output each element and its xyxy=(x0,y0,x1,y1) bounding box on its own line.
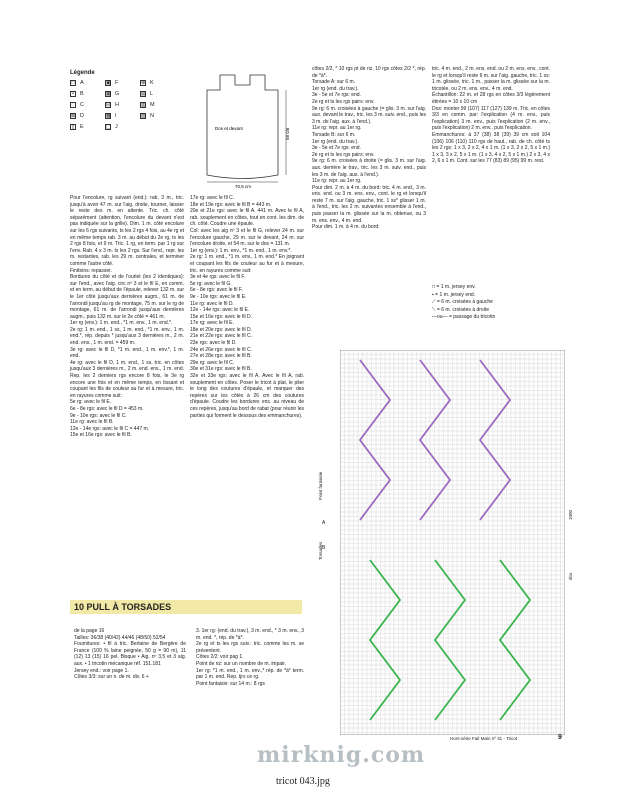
legend-symbol: ⊠ xyxy=(71,113,76,119)
legend-item xyxy=(105,91,119,97)
legend-label: E xyxy=(80,124,84,130)
text-column-2: 17e rg: avec le fil C. 18e et 19e rgs: avec le fil B = 443 m. 20e et 21e rgs: avec le fil A. 441 m. Avec le fil A, rab. souplement en côtes, tout en cont. les dim. de ch. côté. Coudre une épaule. Col: avec les aig nº 3 et le fil G, relever 24 m. sur l'encolure gauche, 29 m. sur le devant, 24 m. sur l'encolure droite, et 54 m. sur le dos = 131 m. 1er rg (env.): 1 m. env., *1 m. end., 1 m. env.*. 2e rg: 1 m. end., *1 m. env., 1 m. end.* En joignant et coupant les fils de couleur au fur et à mesure, tric. en rayures comme suit: 3e et 4e rgs: avec le fil F. 5e rg: avec le fil G. 6e - 8e rgs: avec le fil F. 9e - 10e rgs: avec le fil E. 11e rg: avec le fil D. 12e - 14e rgs: avec le fil E. 15e et 16e rgs: avec le fil D. 17e rg: avec le fil E. 18e et 20e rgs: avec le fil D. 21e et 22e rgs: avec le fil C. 23e rgs: avec le fil D. 24e et 26e rgs: avec le fil C. 27e et 28e rgs: avec le fil B. 29e rg: avec le fil C. 30e et 31e rgs: avec le fil B. 32e et 33e rgs: avec le fil A. Avec le fil A, rab. souplement en côtes. Poser le tricot à plat, le plier le long des coutures d'épaule, et marquer des repères sur les côtés à 26 cm des coutures d'épaule. Coudre les bordures ens. au niveau de ces repères, jusqu'au bord de rabat (pour réunir les parties qui forment le dessous des emmanchures). xyxy=(190,195,304,419)
legend-item xyxy=(70,91,84,97)
symbol-key-glyph: □ xyxy=(432,284,437,290)
legend-item xyxy=(105,113,117,119)
legend-item xyxy=(105,124,118,130)
legend-item xyxy=(140,91,153,97)
legend-symbol: ▥ xyxy=(141,102,146,108)
legend-item xyxy=(140,80,154,86)
symbol-key-glyph: ▪ xyxy=(432,291,436,298)
legend-symbol: □ xyxy=(71,80,75,86)
image-caption: tricot 043.jpg xyxy=(276,776,330,787)
symbol-key-row xyxy=(432,307,562,314)
schematic-height-label: 58 cm xyxy=(285,127,290,140)
pattern-stitch-text: 3. 1er rg: (end. du trav.), 3 m. end., * 3 m. env., 3 m. end. *, rép. de *à*. 2e rg et ts les rgs suiv.: tric. comme les m. se présentent. Côtes 2/2: voir pag 1. Point de riz: sur un nombre de m. impair. 1er rg: *1 m. end., 1 m. env.,* rép. de *à* term. par 1 m. end. Rep. tjrs ce rg. Point fantaisie: sur 14 m.: 8 rgs xyxy=(196,628,304,687)
legend-symbol: ⊟ xyxy=(106,102,111,108)
legend-symbol: • xyxy=(70,91,76,97)
legend-label: A xyxy=(80,80,84,86)
text-column-4: tric. 4 m. end., 2 m. ens. end. ou 2 m. ens. env., cont. le rg et lorsqu'il reste 6 m. sur l'aig. gauche, tric. 1 ss: 1 m. glissée, tric. 1 m., passer la m. glissée sur la m. tricotée, ou 2 m. ens. env., 4 m. end. Échantillon: 22 m. et 28 rgs en côtes 3/3 légèrement étirées = 10 x 10 cm Dos: monter 99 (107) 117 (127) 139 m. Tric. en côtes 3/3 en comm. par: l'explication (4 m. env., puis l'explication) 3 m. env., puis l'explication (2 m. env., puis l'explication) 2 m. env., puis l'explication. Emmanchures: à 37 (38) 38 (39) 39 cm soit 104 (106) 106 (110) 110 rgs de haut., rab. de ch. côté ts les 2 rgs: 1 x 3, 2 x 2, 4 x 1 m. (1 x 3, 2 x 2, 5 x 1 m.) 1 x 3, 3 x 2, 5 x 1 m. (1 x 3, 4 x 2, 5 x 1 m.) 2 x 3, 4 x 2, 6 x 1 m. Cont. sur les 77 (83) 89 (95) 99 m. rest. xyxy=(432,66,550,165)
symbol-key-row xyxy=(432,314,562,321)
symbol-key-label: = 6 m. croisées à gauche xyxy=(436,299,493,306)
legend-label: F xyxy=(115,80,119,86)
symbol-key xyxy=(432,284,562,322)
legend-symbol: ⊕ xyxy=(141,80,146,86)
symbol-key-label: = 6 m. croisées à droite xyxy=(436,306,489,313)
legend-label: D xyxy=(80,113,84,119)
legend-label: I xyxy=(115,113,117,119)
legend-symbol: ▣ xyxy=(106,80,111,86)
legend-item xyxy=(105,102,119,108)
chart-label-b: B xyxy=(322,545,326,551)
legend-item xyxy=(105,80,118,86)
legend-item xyxy=(140,102,155,108)
chart-label-a: A xyxy=(322,520,326,526)
knitting-chart xyxy=(340,350,565,735)
symbol-key-label: = 1 m. jersey env. xyxy=(436,284,476,290)
text-column-1: Pour l'encolure, rg suivant (end.): rab. 3 m., tric. jusqu'à avoir 47 m. sur l'aig. droite, tourner, laisser le reste des m. en attente. Tric. ch. côté séparément (attention, l'encolure du devant n'est pas indiquée sur la grille). Dim. 1 m. côté encolure sur les 6 rgs suivants, ts les 2 rgs 4 fois, au 4e rg et en même temps rab. 3 m. au début du 2e rg, ts les 2 rgs 8 fois, et 9 m. Tric. 1 rg, en term. par 1 rg sur l'env. Rab. 4 x 3 m. ts les 2 rgs. Sur l'end., repr. les m. restantes, rab. les 29 m. centrales, et terminer comme l'autre côté. Finitions: repasser. Bordures du côté et de l'ourlet (les 2 identiques): sur l'end., avec l'aig. circ nº 3 et le fil E, en comm. et en term. au début de l'épaule, relever 132 m. sur le 1er côté jusqu'aux dernières augm., 61 m. de l'arrondi jusqu'au rg de montage, 75 m. sur le rg de montage, 61 m. de l'arrondi jusqu'aux dernières augm., puis 132 m. sur le 2e côté = 461 m. 1er rg (env.): 1 m. end., *1 m. env., 1 m. end.*. 2e rg: 1 m. end., 1 ss, 1 m. end., *1 m. env., 1 m. end.*, rép. depuis * jusqu'aux 3 dernières m., 2 m. end. ens., 1 m. end. = 459 m. 3e rg: avec le fil D, *1 m. end., 1 m. env.*, 1 m. end. 4e rg: avec le fil D, 1 m. end., 1 ss, tric. en côtes jusqu'aux 3 dernières m., 2 m. end. ens., 1 m. end. Rep. les 2 derniers rgs encore 8 fois, le 3e rg encore une fois et en même temps, en tissant et coupant les fils de couleur au fur et à mesure, tric. en rayures comme suit: 5e rg: avec le fil E. 6e - 8e rgs: avec le fil D = 453 m. 9e - 10e rgs: avec le fil C. 11e rg: avec le fil B. 12e - 14e rgs: avec le fil C = 447 m. 15e et 16e rgs: avec le fil B. xyxy=(70,195,184,439)
legend-symbol: ▧ xyxy=(141,113,146,119)
schematic-center-label: Dos et devant xyxy=(215,126,243,131)
legend-symbol: ▦ xyxy=(106,91,111,97)
symbol-key-label: = 1 m. jersey end. xyxy=(435,291,476,298)
watermark: mirknig.com xyxy=(257,742,426,768)
page-number: 9 xyxy=(558,734,562,741)
legend-symbol: ▯ xyxy=(71,124,75,130)
legend-symbol: ▢ xyxy=(106,124,111,130)
legend-item xyxy=(70,124,84,130)
legend-symbol: ◌ xyxy=(71,102,75,108)
garment-schematic xyxy=(190,70,295,190)
banner-title: 10 PULL À TORSADES xyxy=(74,602,172,612)
symbol-key-glyph: ⟋ xyxy=(432,299,437,306)
page-footer: Hors-série Fait Main nº 31 - Tricot xyxy=(450,736,518,741)
symbol-key-label: = passage du tricotin xyxy=(448,314,496,321)
pattern-banner xyxy=(70,600,302,614)
legend-label: M xyxy=(150,102,155,108)
chart-label-point-fantaisie: Point fantaisie xyxy=(318,471,323,500)
legend-item xyxy=(140,113,154,119)
symbol-key-glyph: —ou— xyxy=(432,314,449,321)
legend-symbol: ▤ xyxy=(141,91,146,97)
symbol-key-row xyxy=(432,284,562,291)
symbol-key-glyph: ⟍ xyxy=(432,306,437,313)
legend-label: K xyxy=(150,80,154,86)
chart-label-torsades: Torsades xyxy=(318,541,323,560)
text-column-3: côtes 2/2, * 10 rgs pt de riz, 10 rgs côtes 2/2 *, rép. de *à*. Torsade A: sur 6 m. 1er rg (end. du trav.). 3e - 5e et 7e rgs: end. 2e rg et ts les rgs pairs: env. 9e rg: 6 m. croisées à gauche (= glis. 3 m. sur l'aig. aux. devant le trav., tric. les 3 m. suiv. end., puis les 3 m. de l'aig. aux. à l'end.). 11e rg: repr. au 1er rg. Torsade B: sur 6 m. 1er rg (end. du trav.). 3e - 5e et 7e rgs: end. 2e rg et ts les rgs pairs: env. 9e rg: 6 m. croisées à droite (= glis. 3 m. sur l'aig. aux. derrière le trav., tric. les 3 m. suiv. end., puis les 3 m. de l'aig. aux. à l'end.). 11e rg: repr. au 1er rg. Pour dim. 2 m. à 4 m. du bord: tric. 4 m. end., 3 m. ens. end. ou 3 m. ens. env., cont. le rg et lorsqu'il reste 7 m. sur l'aig. gauche, tric. 1 ss* glisser 1 m. à l'end., tric. les 2 m. suivantes ensemble à l'end., puis passer la m. glissée sur la m. obtenue, ou 3 m. ens. env., 4 m. end. Pour dim. 1 m. à 4 m. du bord: xyxy=(312,66,426,231)
legend-label: J xyxy=(115,124,118,130)
legend-title: Légende xyxy=(70,70,95,76)
legend-label: N xyxy=(150,113,154,119)
chart-label-right-tick: 1000 xyxy=(568,509,573,520)
legend-symbol: ▩ xyxy=(106,113,111,119)
legend-label: B xyxy=(80,91,84,97)
legend-item xyxy=(70,80,84,86)
legend-label: H xyxy=(115,102,119,108)
legend-item xyxy=(70,113,84,119)
symbol-key-row xyxy=(432,292,562,299)
legend-label: G xyxy=(115,91,120,97)
symbol-key-row xyxy=(432,299,562,306)
pattern-intro-text: de la page 16 Tailles: 36/38 (40/42) 44/46 (48/50) 52/54 Fournitures: • fil à tric. Berlaine de Bergère de France (100 % laine peignée, 50 g = 90 m), 11 (12) 13 (15) 16 pel. Bisque • Aig. nº 3,5 et 3 aig. aux. • 1 tricotin mécanique réf. 151.181 Jersey end.: voir page 1. Côtes 3/3: sur un n. de m. div. 6 + xyxy=(74,628,186,681)
legend-label: L xyxy=(150,91,154,97)
chart-label-dos: dos xyxy=(568,572,573,580)
legend-label: C xyxy=(80,102,84,108)
schematic-width-label: 70,5 cm xyxy=(235,184,252,189)
legend-item xyxy=(70,102,84,108)
